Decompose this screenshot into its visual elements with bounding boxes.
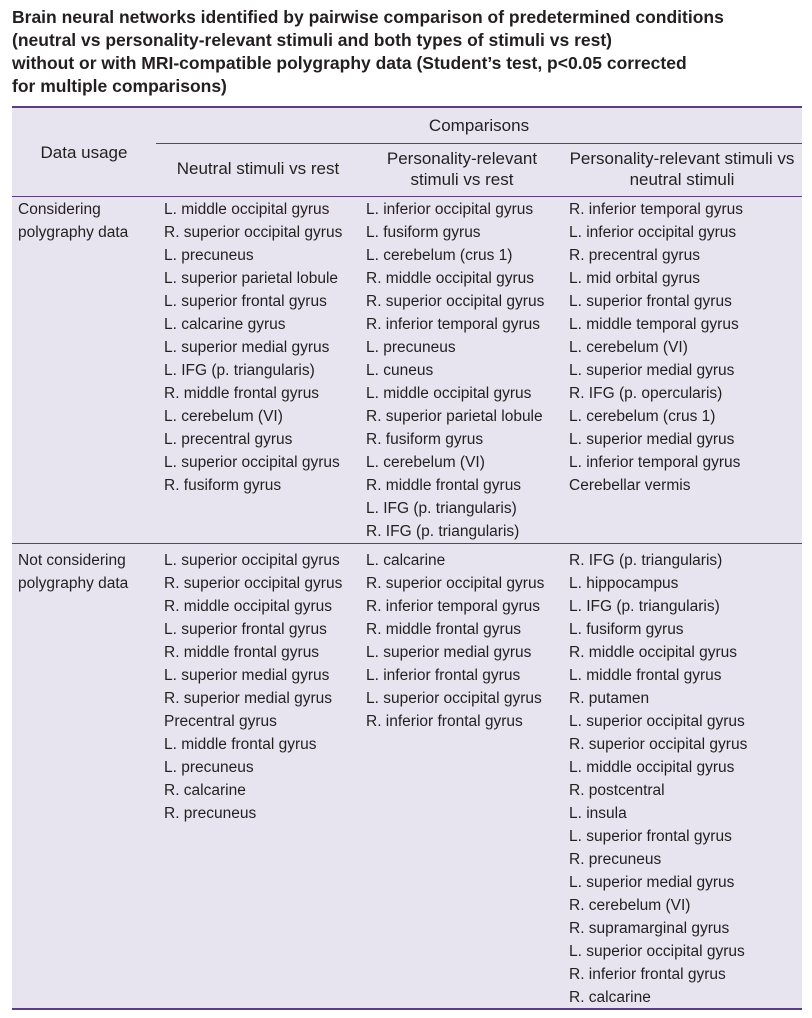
brain-region-item: L. middle frontal gyrus bbox=[569, 667, 722, 684]
brain-region-item: L. middle temporal gyrus bbox=[569, 316, 739, 333]
row-label-line: polygraphy data bbox=[18, 575, 129, 592]
brain-region-item: R. putamen bbox=[569, 690, 650, 707]
brain-region-item: R. superior occipital gyrus bbox=[569, 736, 748, 753]
region-list bbox=[569, 549, 747, 1009]
column-header-line: stimuli vs rest bbox=[410, 170, 514, 189]
region-list bbox=[569, 198, 743, 497]
brain-region-item: R. superior occipital gyrus bbox=[366, 293, 545, 310]
brain-region-item: L. superior medial gyrus bbox=[164, 667, 330, 684]
region-list bbox=[164, 549, 342, 825]
row-separator bbox=[12, 543, 802, 544]
row-label-considering bbox=[18, 198, 128, 244]
cell-considering-personality-vs-rest bbox=[366, 198, 544, 543]
comparisons-header: Comparisons bbox=[428, 116, 530, 135]
brain-region-item: L. cerebelum (VI) bbox=[366, 454, 485, 471]
brain-region-item: L. superior frontal gyrus bbox=[569, 828, 732, 845]
column-header-neutral-vs-rest bbox=[156, 158, 360, 179]
brain-region-item: R. inferior frontal gyrus bbox=[366, 713, 523, 730]
brain-region-item: R. middle frontal gyrus bbox=[366, 477, 522, 494]
brain-region-item: L. middle occipital gyrus bbox=[569, 759, 735, 776]
brain-region-item: R. fusiform gyrus bbox=[366, 431, 484, 448]
header-separator bbox=[12, 196, 802, 197]
column-header-line: Personality-relevant stimuli vs bbox=[569, 149, 795, 168]
brain-region-item: L. cerebelum (VI) bbox=[569, 339, 688, 356]
brain-region-item: L. inferior temporal gyrus bbox=[569, 454, 741, 471]
brain-region-item: L. inferior occipital gyrus bbox=[366, 201, 534, 218]
row-label-line: polygraphy data bbox=[18, 224, 129, 241]
brain-region-item: L. hippocampus bbox=[569, 575, 679, 592]
brain-region-item: R. precuneus bbox=[164, 805, 257, 822]
brain-region-item: R. calcarine bbox=[569, 989, 651, 1006]
brain-region-item: L. superior occipital gyrus bbox=[366, 690, 542, 707]
results-table bbox=[12, 106, 802, 1010]
brain-region-item: L. calcarine gyrus bbox=[164, 316, 286, 333]
region-list bbox=[164, 198, 342, 497]
brain-region-item: L. superior occipital gyrus bbox=[164, 454, 340, 471]
brain-region-item: L. mid orbital gyrus bbox=[569, 270, 700, 287]
brain-region-item: L. middle frontal gyrus bbox=[164, 736, 317, 753]
table-caption bbox=[12, 6, 802, 98]
brain-region-item: R. supramarginal gyrus bbox=[569, 920, 730, 937]
brain-region-item: L. precuneus bbox=[164, 759, 254, 776]
brain-region-item: L. calcarine bbox=[366, 552, 446, 569]
brain-region-item: R. IFG (p. opercularis) bbox=[569, 385, 723, 402]
brain-region-item: L. precuneus bbox=[366, 339, 456, 356]
brain-region-item: L. middle occipital gyrus bbox=[164, 201, 330, 218]
region-list bbox=[366, 198, 544, 543]
comparisons-header-rule bbox=[156, 143, 802, 144]
brain-region-item: L. superior occipital gyrus bbox=[164, 552, 340, 569]
brain-region-item: L. precentral gyrus bbox=[164, 431, 293, 448]
brain-region-item: L. inferior occipital gyrus bbox=[569, 224, 737, 241]
brain-region-item: L. superior frontal gyrus bbox=[164, 621, 327, 638]
brain-region-item: L. superior medial gyrus bbox=[569, 874, 735, 891]
brain-region-item: L. superior medial gyrus bbox=[569, 362, 735, 379]
brain-region-item: R. middle occipital gyrus bbox=[366, 270, 534, 287]
brain-region-item: R. superior occipital gyrus bbox=[164, 575, 343, 592]
brain-region-item: L. superior occipital gyrus bbox=[569, 713, 745, 730]
cell-not-considering-personality-vs-rest bbox=[366, 549, 544, 733]
brain-region-item: L. fusiform gyrus bbox=[366, 224, 481, 241]
brain-region-item: R. middle occipital gyrus bbox=[164, 598, 332, 615]
brain-region-item: R. precentral gyrus bbox=[569, 247, 700, 264]
brain-region-item: L. inferior frontal gyrus bbox=[366, 667, 521, 684]
brain-region-item: R. inferior frontal gyrus bbox=[569, 966, 726, 983]
brain-region-item: R. calcarine bbox=[164, 782, 246, 799]
cell-not-considering-personality-vs-neutral bbox=[569, 549, 747, 1009]
data-usage-header: Data usage bbox=[40, 143, 128, 162]
row-label-line: Considering bbox=[18, 201, 101, 218]
brain-region-item: L. insula bbox=[569, 805, 627, 822]
brain-region-item: R. IFG (p. triangularis) bbox=[366, 523, 520, 540]
row-label-line: Not considering bbox=[18, 552, 126, 569]
column-header-line: Personality-relevant bbox=[386, 149, 538, 168]
row-label-not-considering bbox=[18, 549, 128, 595]
brain-region-item: L. middle occipital gyrus bbox=[366, 385, 532, 402]
cell-considering-neutral-vs-rest bbox=[164, 198, 342, 497]
brain-region-item: R. inferior temporal gyrus bbox=[569, 201, 744, 218]
brain-region-item: R. superior parietal lobule bbox=[366, 408, 543, 425]
brain-region-item: L. IFG (p. triangularis) bbox=[366, 500, 517, 517]
brain-region-item: L. IFG (p. triangularis) bbox=[569, 598, 720, 615]
brain-region-item: Cerebellar vermis bbox=[569, 477, 691, 494]
cell-considering-personality-vs-neutral bbox=[569, 198, 743, 497]
column-header-line: Neutral stimuli vs rest bbox=[176, 159, 340, 178]
brain-region-item: L. cerebelum (crus 1) bbox=[569, 408, 716, 425]
brain-region-item: R. postcentral bbox=[569, 782, 665, 799]
column-header-line: neutral stimuli bbox=[629, 170, 735, 189]
brain-region-item: R. middle frontal gyrus bbox=[164, 644, 320, 661]
brain-region-item: L. superior occipital gyrus bbox=[569, 943, 745, 960]
brain-region-item: R. middle occipital gyrus bbox=[569, 644, 737, 661]
brain-region-item: R. superior occipital gyrus bbox=[164, 224, 343, 241]
brain-region-item: R. superior medial gyrus bbox=[164, 690, 332, 707]
brain-region-item: R. fusiform gyrus bbox=[164, 477, 282, 494]
caption-line: for multiple comparisons) bbox=[12, 76, 227, 96]
brain-region-item: L. precuneus bbox=[164, 247, 254, 264]
brain-region-item: L. IFG (p. triangularis) bbox=[164, 362, 315, 379]
caption-line: Brain neural networks identified by pairwise comparison of predetermined conditions bbox=[12, 7, 724, 27]
brain-region-item: R. superior occipital gyrus bbox=[366, 575, 545, 592]
brain-region-item: R. IFG (p. triangularis) bbox=[569, 552, 723, 569]
brain-region-item: L. superior frontal gyrus bbox=[164, 293, 327, 310]
brain-region-item: L. superior parietal lobule bbox=[164, 270, 339, 287]
brain-region-item: R. inferior temporal gyrus bbox=[366, 316, 541, 333]
brain-region-item: R. middle frontal gyrus bbox=[164, 385, 320, 402]
brain-region-item: R. middle frontal gyrus bbox=[366, 621, 522, 638]
brain-region-item: L. superior medial gyrus bbox=[164, 339, 330, 356]
cell-not-considering-neutral-vs-rest bbox=[164, 549, 342, 825]
brain-region-item: L. fusiform gyrus bbox=[569, 621, 684, 638]
brain-region-item: R. inferior temporal gyrus bbox=[366, 598, 541, 615]
brain-region-item: L. cuneus bbox=[366, 362, 434, 379]
brain-region-item: L. cerebelum (VI) bbox=[164, 408, 283, 425]
brain-region-item: L. superior medial gyrus bbox=[569, 431, 735, 448]
column-header-personality-vs-neutral bbox=[566, 148, 798, 190]
caption-line: (neutral vs personality-relevant stimuli and both types of stimuli vs rest) bbox=[12, 30, 612, 50]
brain-region-item: R. cerebelum (VI) bbox=[569, 897, 691, 914]
caption-line: without or with MRI-compatible polygraphy data (Student’s test, p<0.05 corrected bbox=[12, 53, 687, 73]
brain-region-item: L. superior frontal gyrus bbox=[569, 293, 732, 310]
column-header-personality-vs-rest bbox=[362, 148, 562, 190]
brain-region-item: L. superior medial gyrus bbox=[366, 644, 532, 661]
brain-region-item: L. cerebelum (crus 1) bbox=[366, 247, 513, 264]
brain-region-item: R. precuneus bbox=[569, 851, 662, 868]
brain-region-item: Precentral gyrus bbox=[164, 713, 277, 730]
region-list bbox=[366, 549, 544, 733]
